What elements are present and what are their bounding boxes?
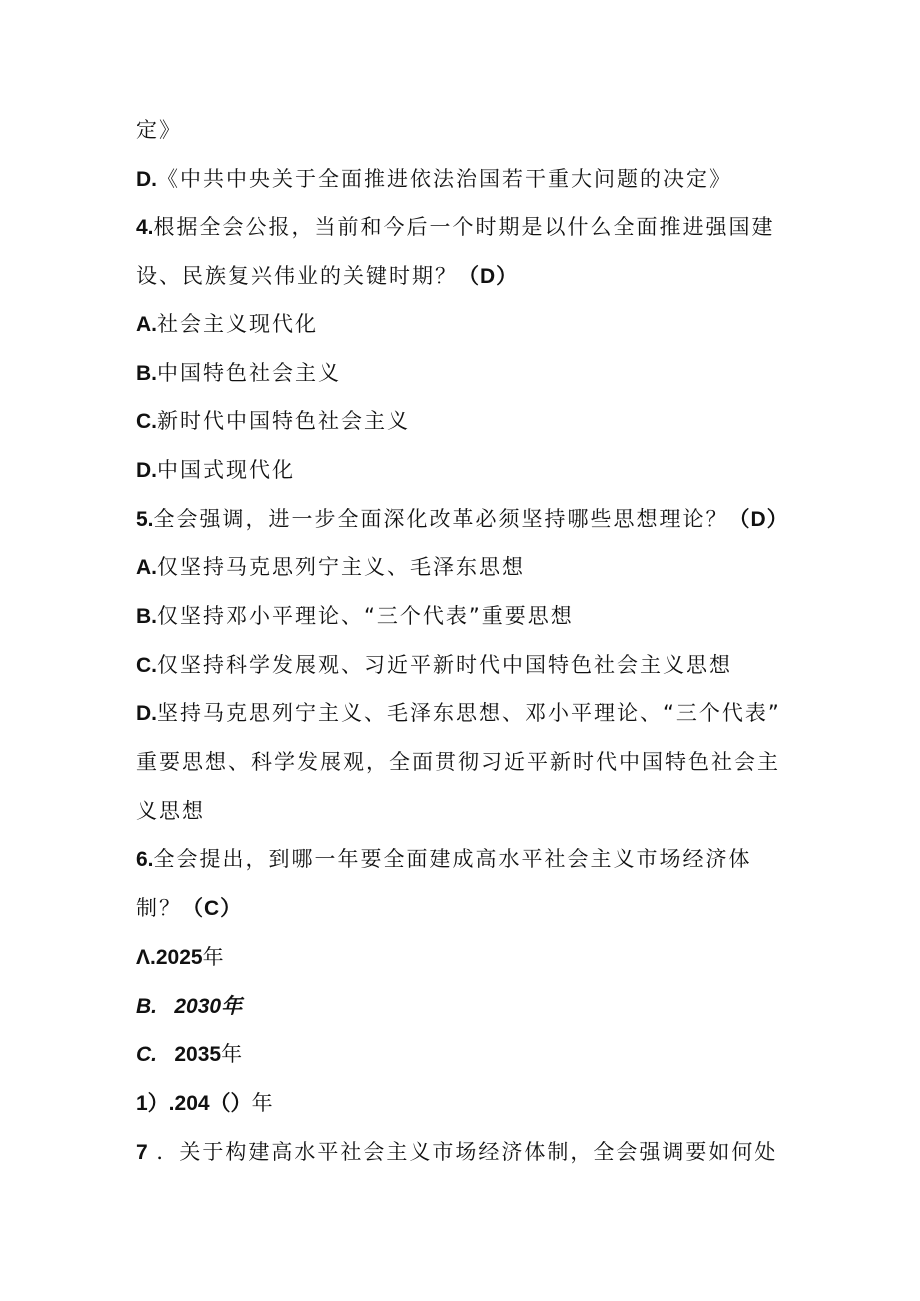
option-label: B. bbox=[136, 362, 157, 385]
option-d-q3: D.《中共中央关于全面推进依法治国若干重大问题的决定》 bbox=[136, 167, 732, 191]
question-6-line-1: 6.全会提出，到哪一年要全面建成高水平社会主义市场经济体 bbox=[136, 847, 752, 871]
option-label: Λ. bbox=[136, 946, 156, 969]
option-b-q4: B.中国特色社会主义 bbox=[136, 361, 341, 385]
option-d-q5-line-2: 重要思想、科学发展观，全面贯彻习近平新时代中国特色社会主 bbox=[136, 750, 780, 774]
option-d-q5-line-3: 义思想 bbox=[136, 799, 205, 823]
option-label: A. bbox=[136, 313, 157, 336]
option-b-q5: B.仅坚持邓小平理论、“三个代表”重要思想 bbox=[136, 604, 574, 628]
question-4-line-1: 4.根据全会公报，当前和今后一个时期是以什么全面推进强国建 bbox=[136, 215, 775, 239]
question-number: 6. bbox=[136, 848, 154, 871]
answer-key: （D） bbox=[458, 265, 519, 288]
option-label: C. bbox=[136, 654, 157, 677]
option-c-q6: C. 2035年 bbox=[136, 1042, 245, 1066]
question-5-line-1: 5.全会强调，进一步全面深化改革必须坚持哪些思想理论？（D） bbox=[136, 507, 789, 531]
question-7-line-1: 7 ．关于构建高水平社会主义市场经济体制，全会强调要如何处 bbox=[136, 1140, 778, 1164]
option-d-q4: D.中国式现代化 bbox=[136, 458, 295, 482]
option-label: D. bbox=[136, 702, 157, 725]
text-line-1: 定》 bbox=[136, 118, 182, 142]
option-b-q6: B. 2030年 bbox=[136, 995, 243, 1018]
option-a-q6: Λ.2025年 bbox=[136, 945, 226, 969]
option-a-q5: A.仅坚持马克思列宁主义、毛泽东思想 bbox=[136, 555, 525, 579]
option-label: D. bbox=[136, 459, 157, 482]
answer-key: （C） bbox=[182, 897, 243, 920]
option-label: C. bbox=[136, 410, 157, 433]
option-label: C. bbox=[136, 1043, 157, 1066]
option-label: B. bbox=[136, 995, 157, 1018]
question-number: 7 bbox=[136, 1141, 148, 1164]
option-a-q4: A.社会主义现代化 bbox=[136, 312, 318, 336]
answer-key: （D） bbox=[728, 508, 789, 531]
option-label: B. bbox=[136, 605, 157, 628]
option-label: D. bbox=[136, 168, 157, 191]
option-label: A. bbox=[136, 556, 157, 579]
option-c-q5: C.仅坚持科学发展观、习近平新时代中国特色社会主义思想 bbox=[136, 653, 732, 677]
option-d-q5-line-1: D.坚持马克思列宁主义、毛泽东思想、邓小平理论、“三个代表” bbox=[136, 701, 781, 725]
question-6-line-2: 制？（C） bbox=[136, 896, 243, 920]
option-d-q6: 1）.204（）年 bbox=[136, 1091, 275, 1115]
question-number: 4. bbox=[136, 216, 154, 239]
question-4-line-2: 设、民族复兴伟业的关键时期？（D） bbox=[136, 264, 519, 288]
question-number: 5. bbox=[136, 508, 154, 531]
option-c-q4: C.新时代中国特色社会主义 bbox=[136, 409, 410, 433]
